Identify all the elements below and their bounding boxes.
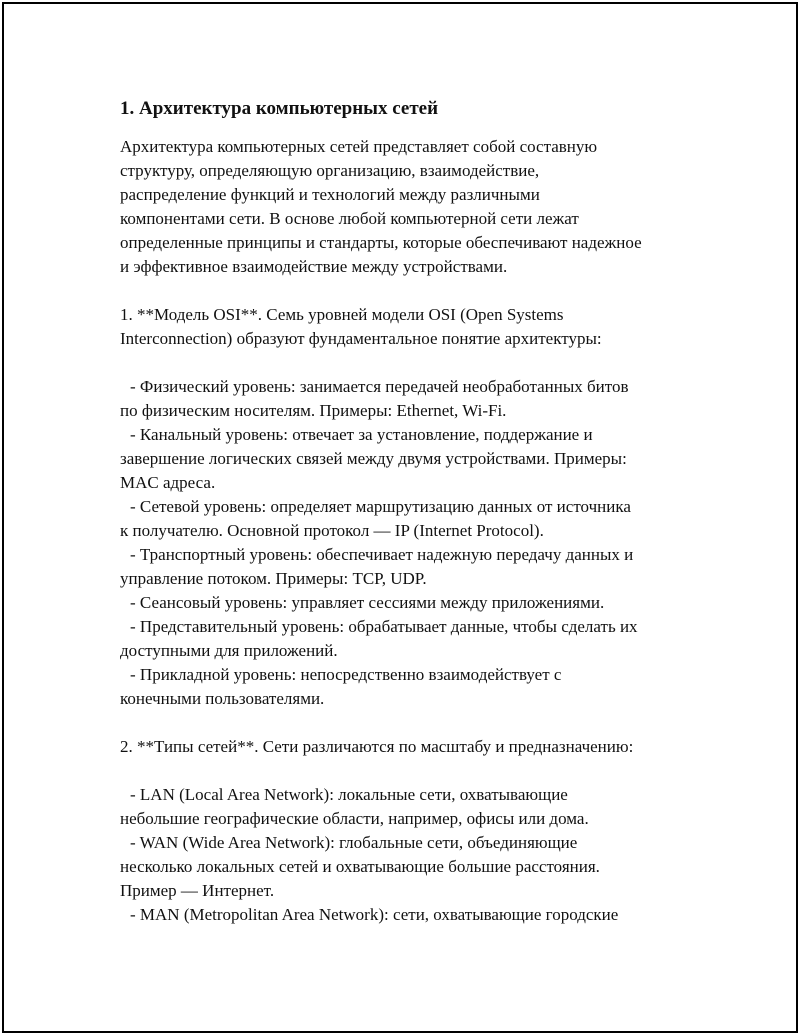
osi-heading-line: Interconnection) образуют фундаментальное понятие архитектуры: — [120, 329, 602, 348]
osi-physical-layer-cont: по физическим носителям. Примеры: Ethernet, Wi-Fi. — [120, 401, 507, 420]
intro-line: и эффективное взаимодействие между устройствами. — [120, 257, 508, 276]
intro-line: определенные принципы и стандарты, которые обеспечивают надежное — [120, 233, 642, 252]
osi-heading-line: 1. **Модель OSI**. Семь уровней модели OSI (Open Systems — [120, 305, 564, 324]
lan-item: - LAN (Local Area Network): локальные сети, охватывающие — [130, 785, 568, 804]
wan-item-cont: несколько локальных сетей и охватывающие большие расстояния. — [120, 857, 600, 876]
osi-application-layer-cont: конечными пользователями. — [120, 689, 325, 708]
osi-transport-layer: - Транспортный уровень: обеспечивает надежную передачу данных и — [130, 545, 634, 564]
osi-presentation-layer-cont: доступными для приложений. — [120, 641, 338, 660]
osi-transport-layer-cont: управление потоком. Примеры: TCP, UDP. — [120, 569, 427, 588]
intro-line: структуру, определяющую организацию, взаимодействие, — [120, 161, 540, 180]
osi-session-layer: - Сеансовый уровень: управляет сессиями между приложениями. — [130, 593, 605, 612]
page-frame — [2, 2, 798, 1033]
lan-item-cont: небольшие географические области, например, офисы или дома. — [120, 809, 589, 828]
osi-physical-layer: - Физический уровень: занимается передачей необработанных битов — [130, 377, 629, 396]
intro-line: компонентами сети. В основе любой компьютерной сети лежат — [120, 209, 579, 228]
spacer — [120, 711, 700, 735]
osi-datalink-layer-cont: MAC адреса. — [120, 473, 216, 492]
osi-network-layer-cont: к получателю. Основной протокол — IP (Internet Protocol). — [120, 521, 544, 540]
wan-item-cont: Пример — Интернет. — [120, 881, 275, 900]
network-types-heading: 2. **Типы сетей**. Сети различаются по масштабу и предназначению: — [120, 737, 634, 756]
osi-application-layer: - Прикладной уровень: непосредственно взаимодействует с — [130, 665, 562, 684]
osi-datalink-layer-cont: завершение логических связей между двумя устройствами. Примеры: — [120, 449, 627, 468]
osi-presentation-layer: - Представительный уровень: обрабатывает данные, чтобы сделать их — [130, 617, 638, 636]
intro-line: распределение функций и технологий между различными — [120, 185, 540, 204]
wan-item: - WAN (Wide Area Network): глобальные сети, объединяющие — [130, 833, 578, 852]
document-body — [120, 96, 700, 927]
section-title: 1. Архитектура компьютерных сетей — [120, 98, 439, 119]
man-item: - MAN (Metropolitan Area Network): сети, охватывающие городские — [130, 905, 619, 924]
osi-datalink-layer: - Канальный уровень: отвечает за установление, поддержание и — [130, 425, 593, 444]
intro-line: Архитектура компьютерных сетей представляет собой составную — [120, 137, 598, 156]
spacer — [120, 351, 700, 375]
osi-network-layer: - Сетевой уровень: определяет маршрутизацию данных от источника — [130, 497, 631, 516]
spacer — [120, 279, 700, 303]
spacer — [120, 759, 700, 783]
